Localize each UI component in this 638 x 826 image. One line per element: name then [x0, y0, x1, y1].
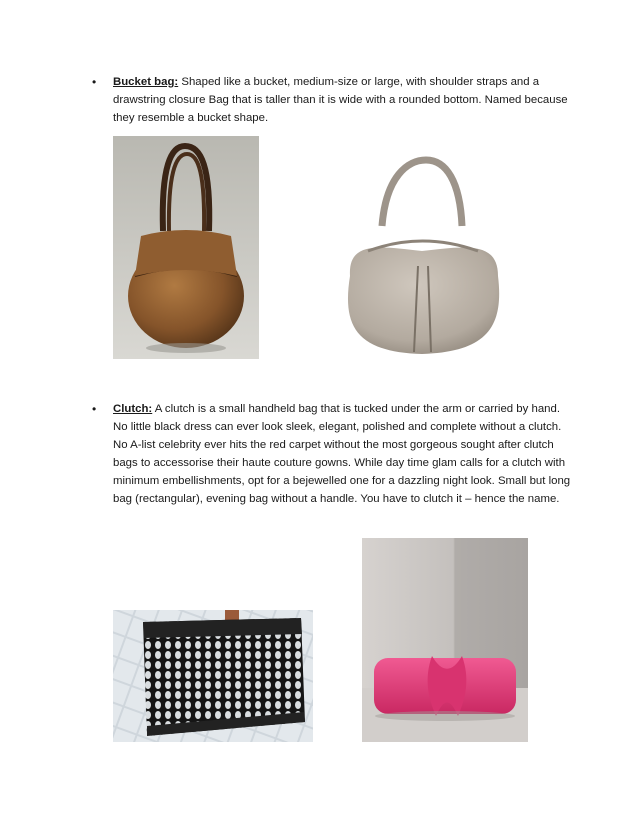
clutch-description: A clutch is a small handheld bag that is tucked under the arm or carried by hand. No little black dress can ever look sleek, elegant, polished and complete without a clutch. No A-list celebrity ever hits the red carpet without the most gorgeous sought after clutch bags to accessorise their haute couture gowns. While day time glam calls for a clutch with minimum embellishments, opt for a bejewelled one for a dazzling night look. Small but long bag (rectangular), evening bag without a handle. You have to clutch it – hence the name. — [113, 403, 571, 505]
clutch-term: Clutch: — [113, 403, 153, 415]
black-beaded-clutch-photo — [113, 610, 313, 742]
grey-bucket-bag-photo — [338, 156, 506, 360]
bucket-bag-paragraph — [113, 73, 572, 127]
bucket-bag-term: Bucket bag: — [113, 76, 179, 88]
pink-clutch-photo — [362, 538, 528, 742]
clutch-paragraph — [113, 400, 572, 508]
clutch-list-item — [92, 400, 572, 508]
bullet-marker: • — [92, 402, 97, 416]
brown-bucket-bag-photo — [113, 136, 259, 359]
bullet-marker: • — [92, 75, 97, 89]
bucket-bag-description: Shaped like a bucket, medium-size or large, with shoulder straps and a drawstring closure Bag that is taller than it is wide with a rounded bottom. Named because they resemble a bucket shape. — [113, 76, 568, 124]
bucket-bag-list-item — [92, 73, 572, 127]
